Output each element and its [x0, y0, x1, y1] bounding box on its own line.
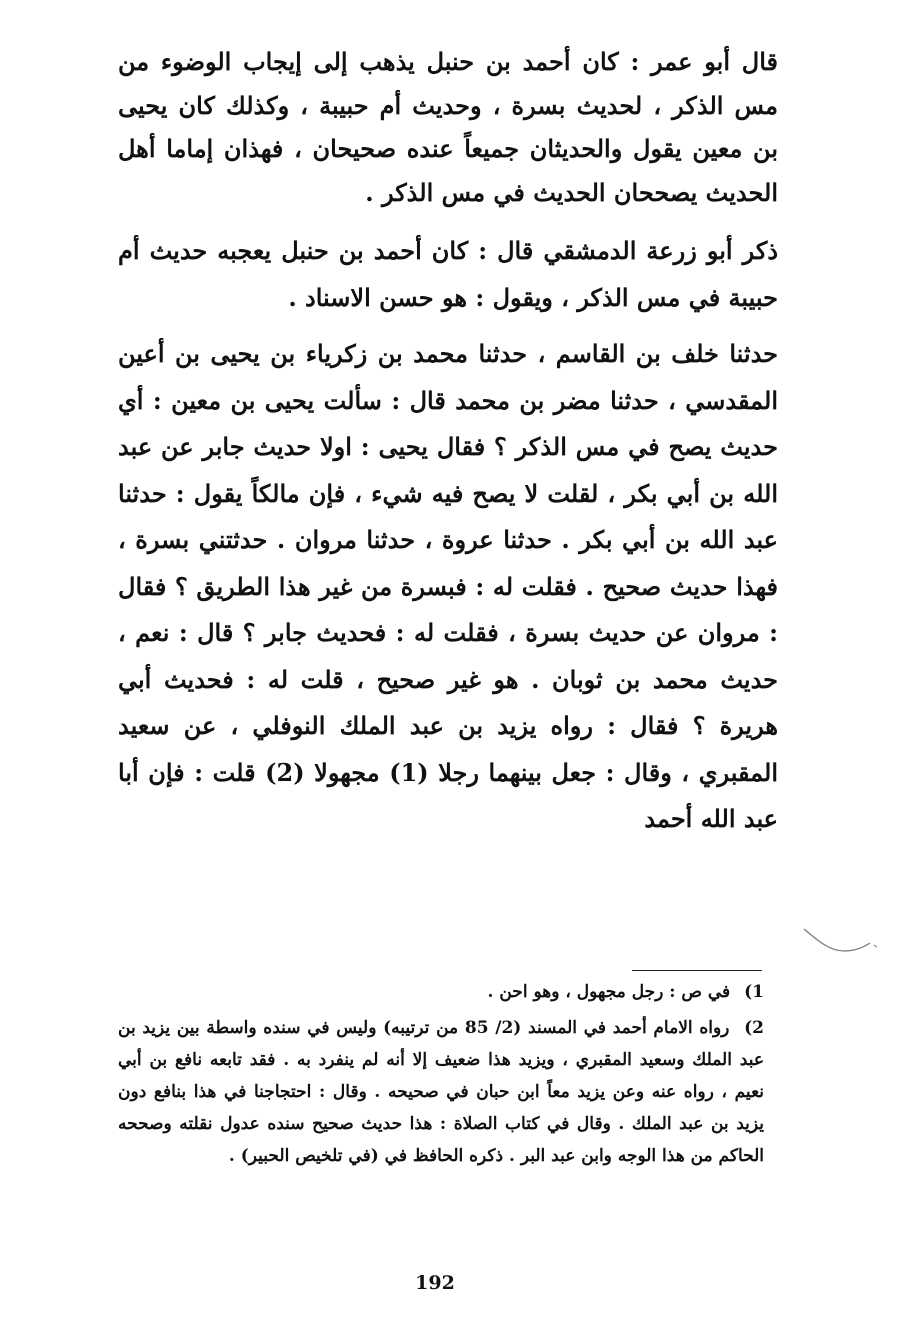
page-number: 192	[415, 1272, 455, 1294]
paragraph-1: قال أبو عمر : كان أحمد بن حنبل يذهب إلى إيجاب الوضوء من مس الذكر ، لحديث بسرة ، وحديث أم حبيبة ، وكذلك كان يحيى بن معين يقول والحديثان جميعاً عنده صحيحان ، فهذان إماما أهل الحديث يصححان الحديث في مس الذكر .	[118, 47, 778, 207]
footnote-2	[118, 1012, 764, 1172]
paragraph-2: ذكر أبو زرعة الدمشقي قال : كان أحمد بن حنبل يعجبه حديث أم حبيبة في مس الذكر ، ويقول : هو حسن الاسناد .	[118, 236, 778, 312]
footnote-2-number: 2)	[744, 1018, 764, 1038]
footnotes	[118, 976, 764, 1172]
footnote-1-number: 1)	[744, 982, 764, 1002]
footnote-1-text: في ص : رجل مجهول ، وهو احن .	[487, 982, 731, 1002]
main-text	[118, 40, 778, 843]
margin-pen-mark	[800, 925, 880, 965]
footnote-separator	[632, 970, 762, 971]
paragraph-3: حدثنا خلف بن القاسم ، حدثنا محمد بن زكرياء بن يحيى بن أعين المقدسي ، حدثنا مضر بن محمد قال : سألت يحيى بن معين : أي حديث يصح في مس الذكر ؟ فقال يحيى : اولا حديث جابر عن عبد الله بن أبي بكر ، لقلت لا يصح فيه شيء ، فإن مالكاً يقول : حدثنا عبد الله بن أبي بكر . حدثنا عروة ، حدثنا مروان . حدثتني بسرة ، فهذا حديث صحيح . فقلت له : فبسرة من غير هذا الطريق ؟ فقال : مروان عن حديث بسرة ، فقلت له : فحديث جابر ؟ قال : نعم ، حديث محمد بن ثوبان . هو غير صحيح ، قلت له : فحديث أبي هريرة ؟ فقال : رواه يزيد بن عبد الملك النوفلي ، عن سعيد المقبري ، وقال : جعل بينهما رجلا (1) مجهولا (2) قلت : فإن أبا عبد الله أحمد	[118, 339, 779, 833]
footnote-2-text: رواه الامام أحمد في المسند (2/ 85 من ترتيبه) وليس في سنده واسطة بين يزيد بن عبد الملك وسعيد المقبري ، ويزيد هذا ضعيف إلا أنه لم ينفرد به . فقد تابعه نافع بن أبي نعيم ، رواه عنه وعن يزيد معاً ابن حبان في صحيحه . وقال : احتجاجنا في هذا بنافع دون يزيد بن عبد الملك . وقال في كتاب الصلاة : هذا حديث صحيح سنده عدول نقلته وصححه الحاكم من هذا الوجه وابن عبد البر . ذكره الحافظ في (في تلخيص الحبير) .	[118, 1018, 764, 1166]
footnote-1	[118, 976, 764, 1008]
